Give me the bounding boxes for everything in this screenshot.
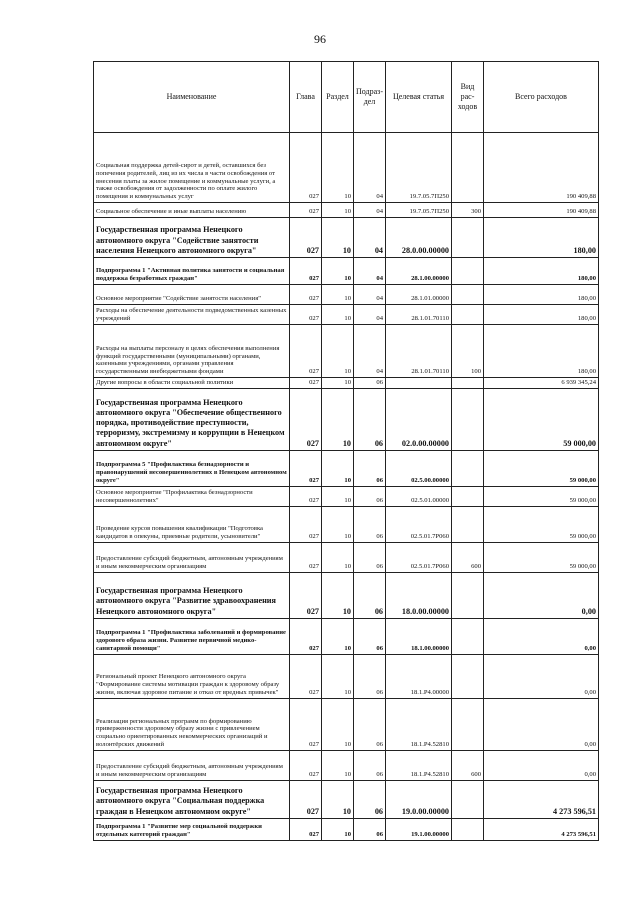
row-glava-cell: 027 bbox=[290, 780, 322, 818]
row-razdel-cell: 10 bbox=[322, 542, 354, 572]
row-vid-cell bbox=[452, 133, 484, 203]
row-razdel-cell: 10 bbox=[322, 818, 354, 840]
table-row bbox=[94, 618, 599, 654]
row-podrazdel-cell: 04 bbox=[354, 325, 386, 378]
row-podrazdel-cell: 06 bbox=[354, 378, 386, 389]
row-podrazdel-cell: 04 bbox=[354, 305, 386, 325]
table-row bbox=[94, 654, 599, 698]
row-vid-cell bbox=[452, 258, 484, 285]
row-celevaya-cell: 02.5.01.7Р060 bbox=[386, 542, 452, 572]
row-vid-cell: 100 bbox=[452, 325, 484, 378]
row-vid-cell bbox=[452, 305, 484, 325]
table-row bbox=[94, 450, 599, 486]
row-vid-cell bbox=[452, 486, 484, 506]
row-name-cell: Социальное обеспечение и иные выплаты населению bbox=[94, 203, 290, 218]
row-name-cell: Проведение курсов повышения квалификации "Подготовка кандидатов в опекуны, приемные родители, усыновители" bbox=[94, 506, 290, 542]
row-podrazdel-cell: 04 bbox=[354, 285, 386, 305]
row-podrazdel-cell: 06 bbox=[354, 486, 386, 506]
row-glava-cell: 027 bbox=[290, 542, 322, 572]
row-sum-cell: 59 000,00 bbox=[484, 388, 599, 450]
row-podrazdel-cell: 06 bbox=[354, 750, 386, 780]
row-vid-cell: 300 bbox=[452, 203, 484, 218]
row-name-cell: Государственная программа Ненецкого автономного округа "Социальная поддержка граждан в Ненецком автономном округе" bbox=[94, 780, 290, 818]
row-razdel-cell: 10 bbox=[322, 285, 354, 305]
row-sum-cell: 59 000,00 bbox=[484, 450, 599, 486]
table-row bbox=[94, 285, 599, 305]
row-glava-cell: 027 bbox=[290, 133, 322, 203]
row-vid-cell bbox=[452, 378, 484, 389]
header-name: Наименование bbox=[94, 62, 290, 133]
row-name-cell: Подпрограмма 1 "Развитие мер социальной поддержки отдельных категорий граждан" bbox=[94, 818, 290, 840]
row-glava-cell: 027 bbox=[290, 654, 322, 698]
header-podrazdel: Подраз-дел bbox=[354, 62, 386, 133]
row-sum-cell: 0,00 bbox=[484, 572, 599, 618]
row-sum-cell: 0,00 bbox=[484, 618, 599, 654]
table-row bbox=[94, 698, 599, 750]
table-row bbox=[94, 542, 599, 572]
row-podrazdel-cell: 04 bbox=[354, 218, 386, 258]
row-celevaya-cell: 18.1.00.00000 bbox=[386, 618, 452, 654]
row-sum-cell: 6 939 345,24 bbox=[484, 378, 599, 389]
table-row bbox=[94, 218, 599, 258]
row-glava-cell: 027 bbox=[290, 218, 322, 258]
table-row bbox=[94, 780, 599, 818]
row-name-cell: Предоставление субсидий бюджетным, автономным учреждениям и иным некоммерческим организациям bbox=[94, 542, 290, 572]
row-celevaya-cell: 18.1.Р4.52810 bbox=[386, 750, 452, 780]
row-razdel-cell: 10 bbox=[322, 325, 354, 378]
row-glava-cell: 027 bbox=[290, 486, 322, 506]
row-glava-cell: 027 bbox=[290, 506, 322, 542]
table-header-row bbox=[94, 62, 599, 133]
row-sum-cell: 180,00 bbox=[484, 258, 599, 285]
row-celevaya-cell: 02.5.01.00000 bbox=[386, 486, 452, 506]
table-row bbox=[94, 818, 599, 840]
row-razdel-cell: 10 bbox=[322, 378, 354, 389]
row-celevaya-cell: 19.7.05.7П250 bbox=[386, 203, 452, 218]
row-sum-cell: 59 000,00 bbox=[484, 506, 599, 542]
table-row bbox=[94, 506, 599, 542]
header-celevaya: Целевая статья bbox=[386, 62, 452, 133]
row-name-cell: Подпрограмма 1 "Профилактика заболеваний и формирование здорового образа жизни. Развитие первичной медико-санитарной помощи" bbox=[94, 618, 290, 654]
row-razdel-cell: 10 bbox=[322, 698, 354, 750]
row-celevaya-cell: 02.0.00.00000 bbox=[386, 388, 452, 450]
row-podrazdel-cell: 06 bbox=[354, 698, 386, 750]
row-vid-cell bbox=[452, 654, 484, 698]
row-sum-cell: 59 000,00 bbox=[484, 542, 599, 572]
row-razdel-cell: 10 bbox=[322, 218, 354, 258]
row-razdel-cell: 10 bbox=[322, 203, 354, 218]
budget-table bbox=[93, 61, 599, 841]
row-podrazdel-cell: 06 bbox=[354, 388, 386, 450]
row-celevaya-cell: 28.0.00.00000 bbox=[386, 218, 452, 258]
row-podrazdel-cell: 06 bbox=[354, 818, 386, 840]
row-vid-cell bbox=[452, 618, 484, 654]
row-name-cell: Реализация региональных программ по формированию приверженности здоровому образу жизни с привлечением социально ориентированных некоммерческих организаций и волонтёрских движений bbox=[94, 698, 290, 750]
row-celevaya-cell: 28.1.00.00000 bbox=[386, 258, 452, 285]
row-name-cell: Региональный проект Ненецкого автономного округа "Формирование системы мотивации граждан к здоровому образу жизни, включая здоровое питание и отказ от вредных привычек" bbox=[94, 654, 290, 698]
row-glava-cell: 027 bbox=[290, 388, 322, 450]
row-vid-cell bbox=[452, 506, 484, 542]
row-sum-cell: 0,00 bbox=[484, 750, 599, 780]
row-vid-cell bbox=[452, 572, 484, 618]
row-vid-cell bbox=[452, 388, 484, 450]
row-glava-cell: 027 bbox=[290, 258, 322, 285]
row-glava-cell: 027 bbox=[290, 618, 322, 654]
row-vid-cell bbox=[452, 450, 484, 486]
row-podrazdel-cell: 04 bbox=[354, 258, 386, 285]
row-celevaya-cell: 28.1.01.70110 bbox=[386, 305, 452, 325]
row-razdel-cell: 10 bbox=[322, 486, 354, 506]
table-row bbox=[94, 378, 599, 389]
header-vid: Вид рас-ходов bbox=[452, 62, 484, 133]
table-row bbox=[94, 133, 599, 203]
row-name-cell: Основное мероприятие "Профилактика безнадзорности несовершеннолетних" bbox=[94, 486, 290, 506]
row-name-cell: Расходы на обеспечение деятельности подведомственных казенных учреждений bbox=[94, 305, 290, 325]
table-body bbox=[94, 133, 599, 841]
row-sum-cell: 180,00 bbox=[484, 325, 599, 378]
row-razdel-cell: 10 bbox=[322, 258, 354, 285]
row-razdel-cell: 10 bbox=[322, 388, 354, 450]
row-sum-cell: 4 273 596,51 bbox=[484, 780, 599, 818]
header-vsego: Всего расходов bbox=[484, 62, 599, 133]
row-podrazdel-cell: 06 bbox=[354, 542, 386, 572]
row-name-cell: Подпрограмма 5 "Профилактика безнадзорности и правонарушений несовершеннолетних в Ненецком автономном округе" bbox=[94, 450, 290, 486]
row-celevaya-cell: 19.1.00.00000 bbox=[386, 818, 452, 840]
row-name-cell: Предоставление субсидий бюджетным, автономным учреждениям и иным некоммерческим организациям bbox=[94, 750, 290, 780]
row-vid-cell bbox=[452, 698, 484, 750]
row-podrazdel-cell: 04 bbox=[354, 133, 386, 203]
row-sum-cell: 0,00 bbox=[484, 654, 599, 698]
row-celevaya-cell bbox=[386, 378, 452, 389]
row-name-cell: Подпрограмма 1 "Активная политика занятости и социальная поддержка безработных граждан" bbox=[94, 258, 290, 285]
table-row bbox=[94, 305, 599, 325]
row-razdel-cell: 10 bbox=[322, 133, 354, 203]
row-podrazdel-cell: 06 bbox=[354, 572, 386, 618]
row-celevaya-cell: 18.0.00.00000 bbox=[386, 572, 452, 618]
row-sum-cell: 180,00 bbox=[484, 218, 599, 258]
row-name-cell: Государственная программа Ненецкого автономного округа "Развитие здравоохранения Ненецкого автономного округа" bbox=[94, 572, 290, 618]
table-row bbox=[94, 486, 599, 506]
header-razdel: Раздел bbox=[322, 62, 354, 133]
table-row bbox=[94, 203, 599, 218]
row-glava-cell: 027 bbox=[290, 378, 322, 389]
row-name-cell: Государственная программа Ненецкого автономного округа "Содействие занятости населения Ненецкого автономного округа" bbox=[94, 218, 290, 258]
row-razdel-cell: 10 bbox=[322, 506, 354, 542]
row-podrazdel-cell: 06 bbox=[354, 618, 386, 654]
row-razdel-cell: 10 bbox=[322, 750, 354, 780]
row-celevaya-cell: 02.5.01.7Р060 bbox=[386, 506, 452, 542]
row-glava-cell: 027 bbox=[290, 572, 322, 618]
table-row bbox=[94, 572, 599, 618]
row-name-cell: Государственная программа Ненецкого автономного округа "Обеспечение общественного порядка, противодействие преступности, терроризму, экстремизму и коррупции в Ненецком автономном округе" bbox=[94, 388, 290, 450]
table-row bbox=[94, 258, 599, 285]
row-glava-cell: 027 bbox=[290, 325, 322, 378]
row-celevaya-cell: 28.1.01.70110 bbox=[386, 325, 452, 378]
row-razdel-cell: 10 bbox=[322, 450, 354, 486]
row-sum-cell: 190 409,88 bbox=[484, 203, 599, 218]
row-razdel-cell: 10 bbox=[322, 305, 354, 325]
row-vid-cell: 600 bbox=[452, 542, 484, 572]
row-celevaya-cell: 02.5.00.00000 bbox=[386, 450, 452, 486]
row-celevaya-cell: 19.7.05.7П250 bbox=[386, 133, 452, 203]
row-vid-cell bbox=[452, 780, 484, 818]
row-celevaya-cell: 28.1.01.00000 bbox=[386, 285, 452, 305]
row-glava-cell: 027 bbox=[290, 750, 322, 780]
row-glava-cell: 027 bbox=[290, 285, 322, 305]
row-podrazdel-cell: 06 bbox=[354, 654, 386, 698]
row-razdel-cell: 10 bbox=[322, 572, 354, 618]
row-podrazdel-cell: 06 bbox=[354, 450, 386, 486]
row-glava-cell: 027 bbox=[290, 698, 322, 750]
row-sum-cell: 190 409,88 bbox=[484, 133, 599, 203]
page-number: 96 bbox=[314, 32, 326, 46]
row-celevaya-cell: 18.1.Р4.00000 bbox=[386, 654, 452, 698]
header-glava: Глава bbox=[290, 62, 322, 133]
row-sum-cell: 59 000,00 bbox=[484, 486, 599, 506]
row-razdel-cell: 10 bbox=[322, 654, 354, 698]
table-row bbox=[94, 388, 599, 450]
row-name-cell: Социальная поддержка детей-сирот и детей, оставшихся без попечения родителей, лиц из их числа в части освобождения от внесения платы за жилое помещение и коммунальные услуги, а также освобождения от задолженности по оплате жилого помещения и коммунальных услуг bbox=[94, 133, 290, 203]
row-vid-cell bbox=[452, 218, 484, 258]
row-vid-cell: 600 bbox=[452, 750, 484, 780]
row-sum-cell: 180,00 bbox=[484, 285, 599, 305]
row-podrazdel-cell: 04 bbox=[354, 203, 386, 218]
row-podrazdel-cell: 06 bbox=[354, 780, 386, 818]
row-celevaya-cell: 18.1.Р4.52810 bbox=[386, 698, 452, 750]
row-glava-cell: 027 bbox=[290, 818, 322, 840]
row-glava-cell: 027 bbox=[290, 450, 322, 486]
row-sum-cell: 180,00 bbox=[484, 305, 599, 325]
row-celevaya-cell: 19.0.00.00000 bbox=[386, 780, 452, 818]
row-name-cell: Другие вопросы в области социальной политики bbox=[94, 378, 290, 389]
row-name-cell: Основное мероприятие "Содействие занятости населения" bbox=[94, 285, 290, 305]
row-glava-cell: 027 bbox=[290, 305, 322, 325]
row-vid-cell bbox=[452, 285, 484, 305]
row-name-cell: Расходы на выплаты персоналу в целях обеспечения выполнения функций государственными (муниципальными) органами, казенными учреждениями, органами управления государственными внебюджетными фондами bbox=[94, 325, 290, 378]
table-row bbox=[94, 750, 599, 780]
table-row bbox=[94, 325, 599, 378]
row-vid-cell bbox=[452, 818, 484, 840]
row-sum-cell: 0,00 bbox=[484, 698, 599, 750]
row-sum-cell: 4 273 596,51 bbox=[484, 818, 599, 840]
row-podrazdel-cell: 06 bbox=[354, 506, 386, 542]
row-razdel-cell: 10 bbox=[322, 780, 354, 818]
row-razdel-cell: 10 bbox=[322, 618, 354, 654]
row-glava-cell: 027 bbox=[290, 203, 322, 218]
